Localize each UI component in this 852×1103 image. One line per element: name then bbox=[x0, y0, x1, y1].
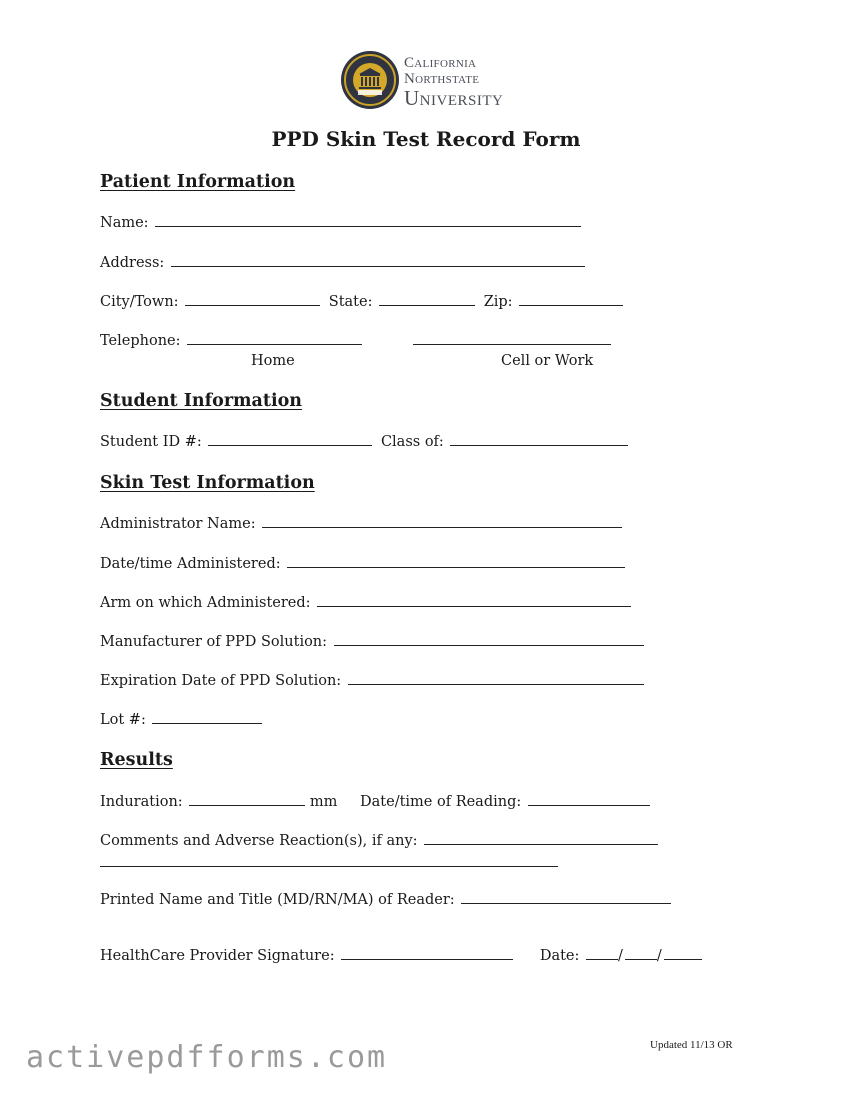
date-label: Date: bbox=[539, 948, 580, 964]
name-label: Name: bbox=[100, 215, 149, 231]
mm-unit: mm bbox=[309, 794, 338, 810]
lot-field[interactable] bbox=[152, 722, 262, 724]
section-skin-test-info: Skin Test Information bbox=[100, 473, 315, 493]
student-row bbox=[100, 434, 628, 450]
university-seal-icon bbox=[340, 50, 400, 110]
expiration-label: Expiration Date of PPD Solution: bbox=[100, 673, 342, 689]
induration-row bbox=[100, 794, 650, 810]
city-state-zip-row bbox=[100, 294, 623, 310]
home-caption: Home bbox=[251, 353, 295, 369]
lot-label: Lot #: bbox=[100, 712, 146, 728]
student-id-field[interactable] bbox=[208, 444, 372, 446]
page-title: PPD Skin Test Record Form bbox=[271, 127, 581, 151]
state-field[interactable] bbox=[379, 304, 475, 306]
signature-field[interactable] bbox=[341, 958, 513, 960]
watermark: activepdfforms.com bbox=[26, 1040, 388, 1075]
class-label: Class of: bbox=[380, 434, 444, 450]
city-label: City/Town: bbox=[100, 294, 179, 310]
class-field[interactable] bbox=[450, 444, 628, 446]
address-field[interactable] bbox=[171, 265, 585, 267]
city-field[interactable] bbox=[185, 304, 320, 306]
printed-name-label: Printed Name and Title (MD/RN/MA) of Reader: bbox=[100, 892, 455, 908]
datetime-administered-row bbox=[100, 556, 625, 572]
manufacturer-row bbox=[100, 634, 644, 650]
telephone-row bbox=[100, 333, 611, 349]
zip-label: Zip: bbox=[483, 294, 513, 310]
arm-field[interactable] bbox=[317, 605, 631, 607]
reading-field[interactable] bbox=[528, 804, 650, 806]
arm-row bbox=[100, 595, 631, 611]
lot-row bbox=[100, 712, 262, 728]
name-field[interactable] bbox=[155, 225, 581, 227]
cell-caption: Cell or Work bbox=[501, 353, 594, 369]
comments-label: Comments and Adverse Reaction(s), if any: bbox=[100, 833, 418, 849]
reading-label: Date/time of Reading: bbox=[360, 794, 522, 810]
logo-line-3: University bbox=[404, 86, 504, 110]
printed-name-field[interactable] bbox=[461, 902, 671, 904]
administrator-row bbox=[100, 516, 622, 532]
administrator-field[interactable] bbox=[262, 526, 622, 528]
comments-field-line-2[interactable] bbox=[100, 866, 558, 867]
updated-note: Updated 11/13 OR bbox=[650, 1039, 733, 1051]
date-year-field[interactable] bbox=[664, 958, 702, 960]
state-label: State: bbox=[328, 294, 373, 310]
comments-field[interactable] bbox=[424, 843, 658, 845]
logo-line-1: California bbox=[404, 55, 477, 71]
expiration-field[interactable] bbox=[348, 683, 644, 685]
date-day-field[interactable] bbox=[625, 958, 657, 960]
induration-field[interactable] bbox=[189, 804, 305, 806]
date-month-field[interactable] bbox=[586, 958, 618, 960]
home-phone-field[interactable] bbox=[187, 343, 362, 345]
student-id-label: Student ID #: bbox=[100, 434, 202, 450]
telephone-label: Telephone: bbox=[100, 333, 181, 349]
cell-phone-field[interactable] bbox=[413, 343, 611, 345]
signature-row bbox=[100, 948, 702, 964]
expiration-row bbox=[100, 673, 644, 689]
arm-label: Arm on which Administered: bbox=[100, 595, 311, 611]
section-student-info: Student Information bbox=[100, 391, 303, 411]
comments-row bbox=[100, 833, 658, 849]
manufacturer-label: Manufacturer of PPD Solution: bbox=[100, 634, 328, 650]
printed-name-row bbox=[100, 892, 671, 908]
address-label: Address: bbox=[100, 255, 165, 271]
university-logo bbox=[340, 50, 530, 112]
logo-line-2: Northstate bbox=[404, 71, 480, 87]
university-name bbox=[404, 56, 503, 109]
datetime-administered-field[interactable] bbox=[287, 566, 625, 568]
manufacturer-field[interactable] bbox=[334, 644, 644, 646]
name-row bbox=[100, 215, 581, 231]
datetime-administered-label: Date/time Administered: bbox=[100, 556, 281, 572]
induration-label: Induration: bbox=[100, 794, 183, 810]
section-patient-info: Patient Information bbox=[100, 172, 296, 192]
zip-field[interactable] bbox=[519, 304, 623, 306]
administrator-label: Administrator Name: bbox=[100, 516, 256, 532]
address-row bbox=[100, 255, 585, 271]
date-slash-1: / bbox=[618, 948, 623, 964]
section-results: Results bbox=[100, 750, 173, 770]
date-slash-2: / bbox=[656, 948, 662, 964]
signature-label: HealthCare Provider Signature: bbox=[100, 948, 335, 964]
